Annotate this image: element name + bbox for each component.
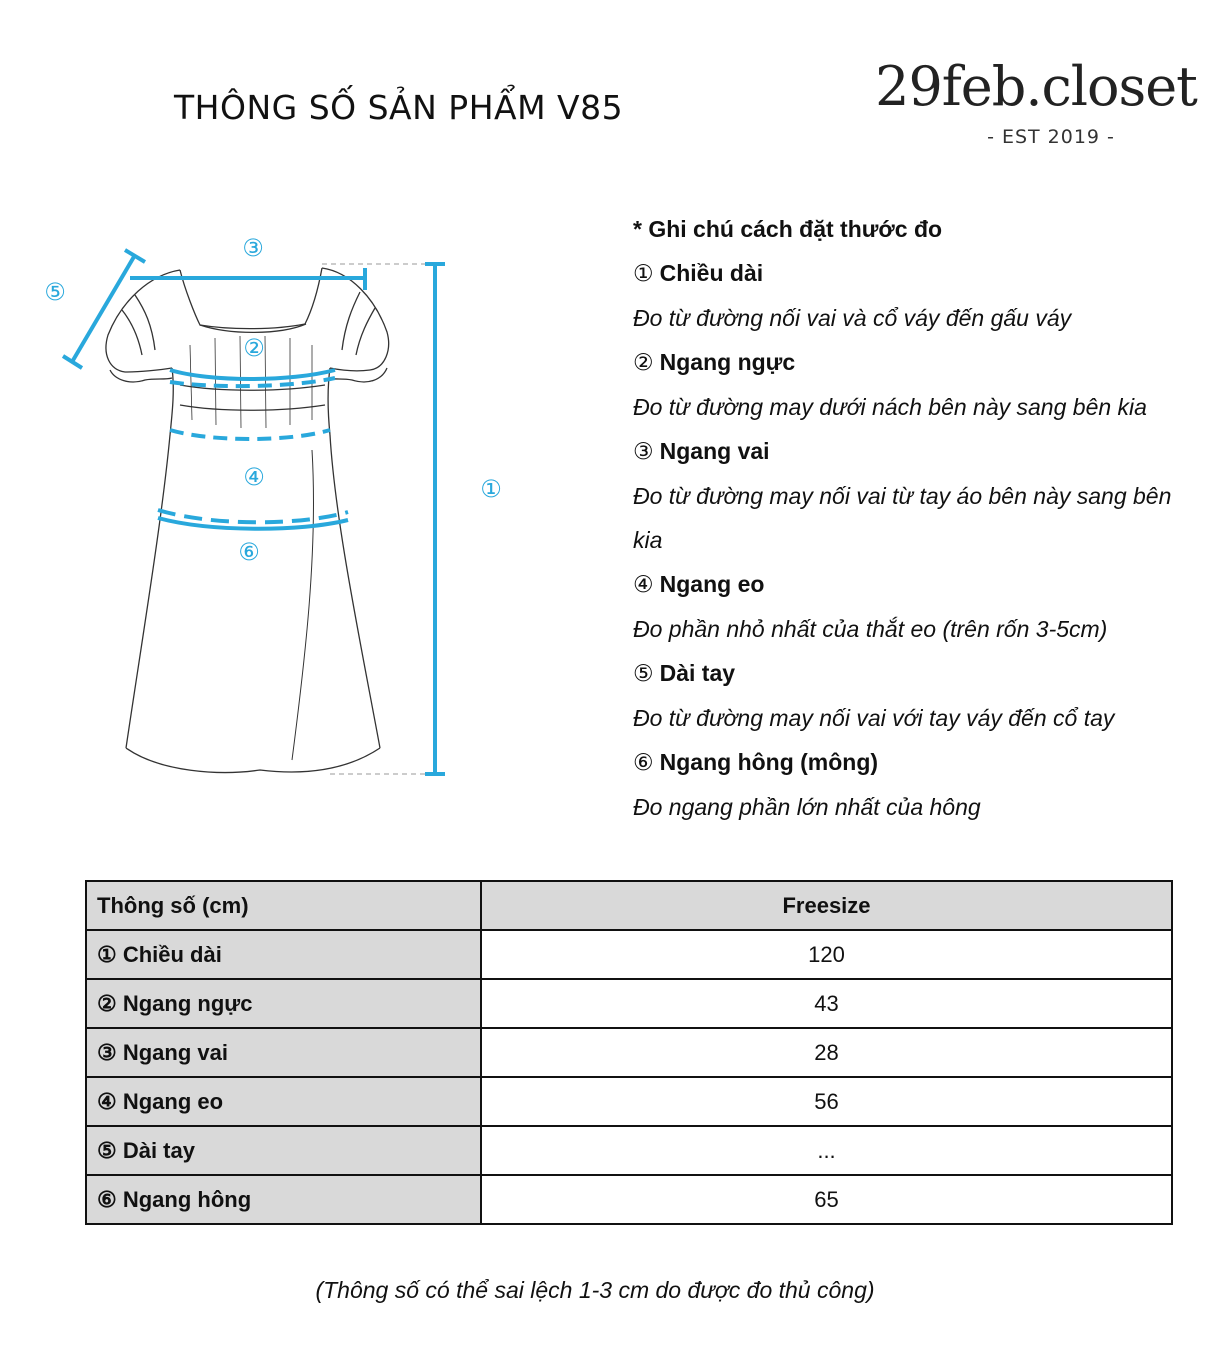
table-row	[86, 1077, 1172, 1126]
note-title-text: Dài tay	[659, 660, 736, 686]
note-desc-5: Đo từ đường may nối vai với tay váy đến cổ tay	[633, 705, 1115, 731]
row-label: ③ Ngang vai	[86, 1028, 481, 1077]
row-label: ⑤ Dài tay	[86, 1126, 481, 1175]
note-number: ③	[633, 439, 654, 465]
table-row	[86, 979, 1172, 1028]
row-value: 43	[481, 979, 1172, 1028]
note-number: ⑥	[633, 750, 654, 776]
measurement-notes	[633, 207, 1223, 829]
table-header-row	[86, 881, 1172, 930]
brand-logo	[868, 52, 1204, 148]
disclaimer-note: (Thông số có thể sai lệch 1-3 cm do được đo thủ công)	[315, 1277, 875, 1303]
brand-est: - EST 2019 -	[987, 126, 1115, 148]
label-2: ②	[243, 334, 265, 362]
note-title-5	[633, 651, 1223, 696]
page-title: THÔNG SỐ SẢN PHẨM V85	[174, 88, 624, 127]
row-label: ④ Ngang eo	[86, 1077, 481, 1126]
note-number: ②	[633, 350, 654, 376]
dress-drawing	[30, 220, 550, 790]
label-1: ①	[480, 475, 502, 503]
note-title-6	[633, 740, 1223, 785]
note-desc-4: Đo phần nhỏ nhất của thắt eo (trên rốn 3-5cm)	[633, 616, 1108, 642]
note-desc-3: Đo từ đường may nối vai từ tay áo bên này sang bên kia	[633, 483, 1172, 553]
label-6: ⑥	[238, 538, 260, 566]
note-desc-6: Đo ngang phần lớn nhất của hông	[633, 794, 981, 820]
header-spec-label: Thông số (cm)	[86, 881, 481, 930]
header-size-label: Freesize	[481, 881, 1172, 930]
note-number: ⑤	[633, 661, 654, 687]
note-title-3	[633, 429, 1223, 474]
note-title-text: Chiều dài	[659, 260, 764, 286]
table-row	[86, 1126, 1172, 1175]
label-3: ③	[242, 234, 264, 262]
note-number: ①	[633, 261, 654, 287]
row-label: ② Ngang ngực	[86, 979, 481, 1028]
notes-heading: * Ghi chú cách đặt thước đo	[633, 216, 943, 242]
table-row	[86, 930, 1172, 979]
row-value: 120	[481, 930, 1172, 979]
row-label: ⑥ Ngang hông	[86, 1175, 481, 1224]
row-value: 56	[481, 1077, 1172, 1126]
row-value: 28	[481, 1028, 1172, 1077]
row-label: ① Chiều dài	[86, 930, 481, 979]
label-5: ⑤	[44, 278, 66, 306]
dress-illustration	[30, 220, 550, 790]
table-row	[86, 1028, 1172, 1077]
label-4: ④	[243, 463, 265, 491]
note-number: ④	[633, 572, 654, 598]
note-title-text: Ngang ngực	[659, 349, 796, 375]
note-desc-1: Đo từ đường nối vai và cổ váy đến gấu váy	[633, 305, 1072, 331]
row-value: 65	[481, 1175, 1172, 1224]
note-title-text: Ngang hông (mông)	[659, 749, 879, 775]
note-title-1	[633, 251, 1223, 296]
brand-name: 29feb.closet	[875, 55, 1197, 118]
note-title-text: Ngang vai	[659, 438, 770, 464]
table-row	[86, 1175, 1172, 1224]
note-title-4	[633, 562, 1223, 607]
note-title-text: Ngang eo	[659, 571, 765, 597]
row-value: ...	[481, 1126, 1172, 1175]
size-table	[85, 880, 1173, 1225]
note-desc-2: Đo từ đường may dưới nách bên này sang bên kia	[633, 394, 1147, 420]
note-title-2	[633, 340, 1223, 385]
